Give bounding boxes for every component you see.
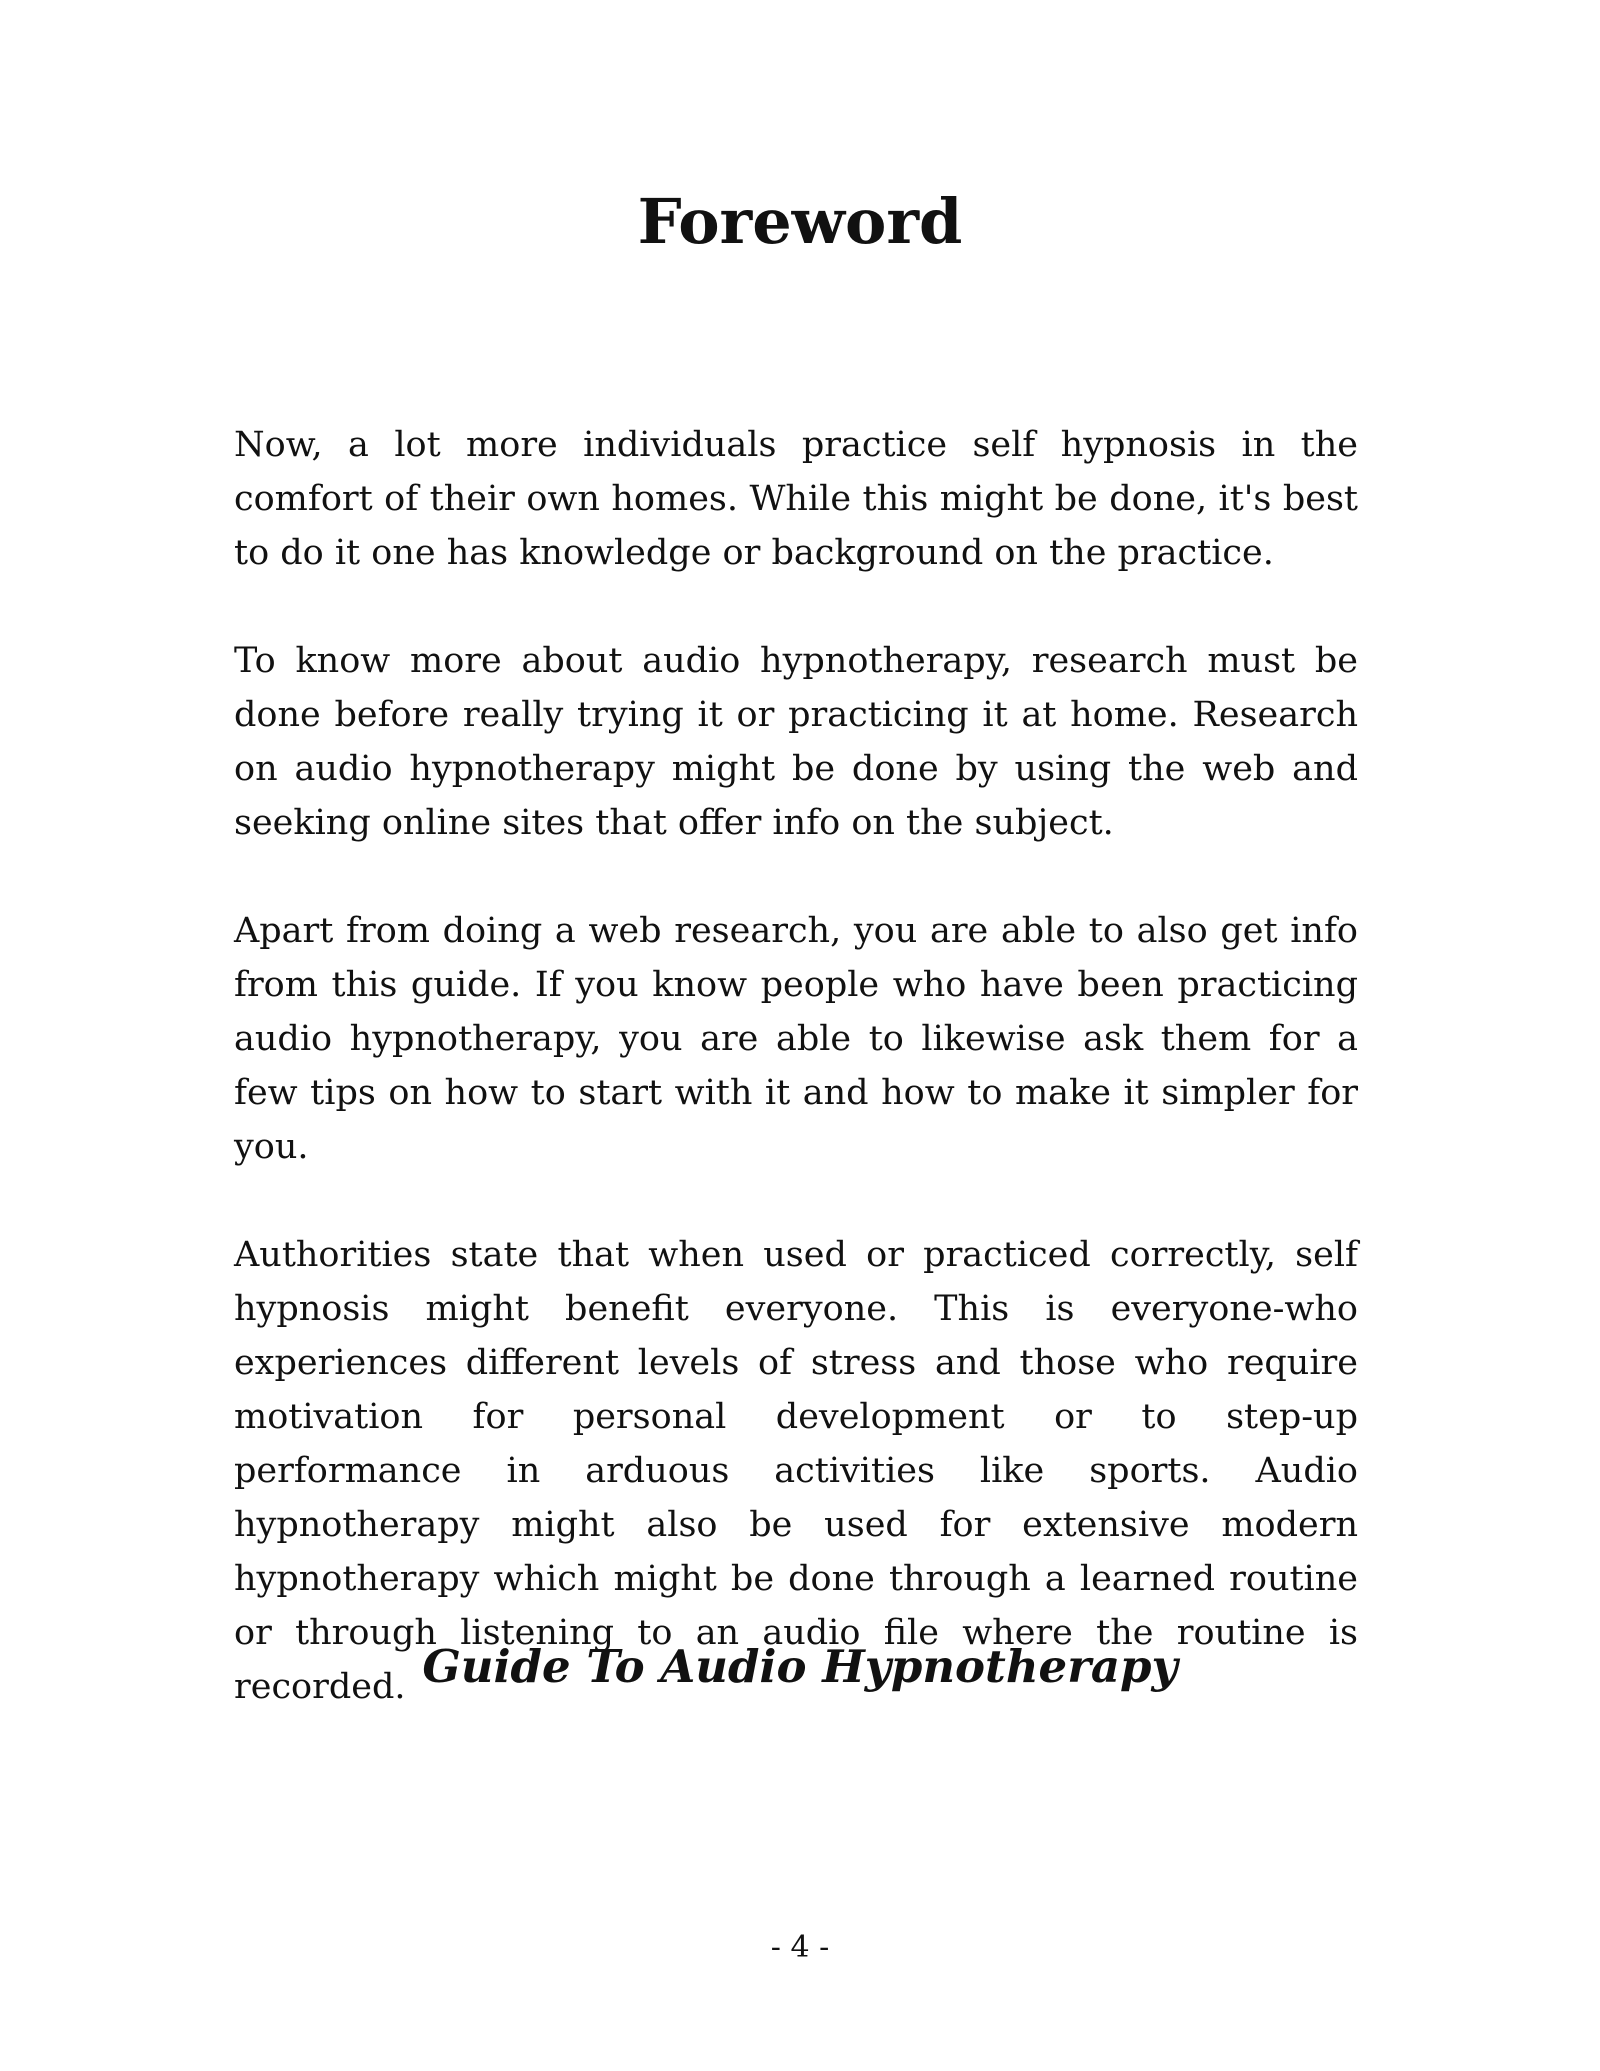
body-text — [234, 418, 1358, 1768]
page-title: Foreword — [637, 185, 963, 258]
paragraph: Apart from doing a web research, you are able to also get info from this guide. If you know people who have been practicing audio hypnotherapy, you are able to likewise ask them for a few tips on how to start with it and how to make it simpler for you. — [234, 911, 1358, 1167]
paragraph: Authorities state that when used or practiced correctly, self hypnosis might benefit everyone. This is everyone-who experiences different levels of stress and those who require motivation for personal development or to step-up performance in arduous activities like sports. Audio hypnotherapy might also be used for extensive modern hypnotherapy which might be done through a learned routine or through listening to an audio file where the routine is recorded. — [234, 1235, 1358, 1707]
paragraph: To know more about audio hypnotherapy, research must be done before really trying it or practicing it at home. Research on audio hypnotherapy might be done by using the web and seeking online sites that offer info on the subject. — [234, 641, 1358, 843]
page-number: - 4 - — [770, 1930, 830, 1965]
guide-title: Guide To Audio Hypnotherapy — [422, 1640, 1178, 1693]
paragraph: Now, a lot more individuals practice self hypnosis in the comfort of their own homes. While this might be done, it's best to do it one has knowledge or background on the practice. — [234, 425, 1358, 573]
